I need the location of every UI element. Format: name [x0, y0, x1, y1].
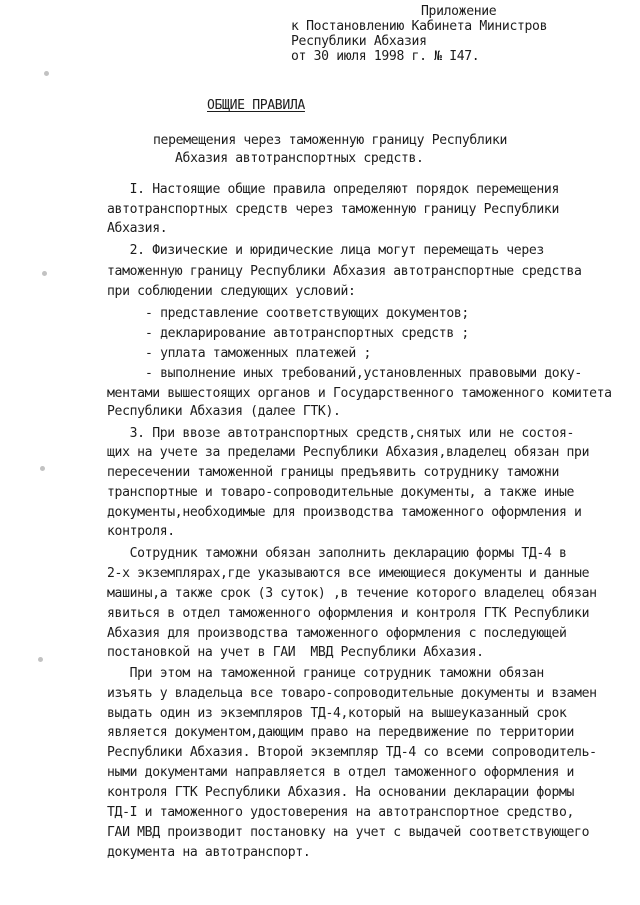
- body-line: Республики Абхазия. Второй экземпляр ТД-4 со всеми сопроводитель-: [107, 745, 597, 760]
- body-line: документа на автотранспорт.: [107, 845, 311, 860]
- body-line: 2. Физические и юридические лица могут перемещать через: [107, 243, 544, 258]
- body-line: ГАИ МВД производит постановку на учет с выдачей соответствующего: [107, 825, 590, 840]
- body-list-item: - декларирование автотранспортных средств ;: [145, 326, 469, 341]
- scan-speck: [40, 466, 45, 471]
- body-list-item: - выполнение иных требований,установленных правовыми доку-: [145, 366, 582, 381]
- body-line: является документом,дающим право на передвижение по территории: [107, 725, 575, 740]
- body-line: 2-х экземплярах,где указываются все имеющиеся документы и данные: [107, 566, 590, 581]
- body-list-item: - представление соответствующих документов;: [145, 306, 469, 321]
- appendix-label: Приложение: [421, 4, 497, 19]
- body-line: контроля ГТК Республики Абхазия. На основании декларации формы: [107, 785, 575, 800]
- scan-speck: [42, 271, 47, 276]
- body-line: Сотрудник таможни обязан заполнить декларацию формы ТД-4 в: [107, 546, 567, 561]
- body-line: постановкой на учет в ГАИ МВД Республики Абхазия.: [107, 645, 484, 660]
- body-line: явиться в отдел таможенного оформления и контроля ГТК Республики: [107, 606, 590, 621]
- body-line: документы,необходимые для производства таможенного оформления и: [107, 505, 582, 520]
- body-line: ными документами направляется в отдел таможенного оформления и: [107, 765, 575, 780]
- body-line: выдать один из экземпляров ТД-4,который на вышеуказанный срок: [107, 706, 567, 721]
- body-line: При этом на таможенной границе сотрудник таможни обязан: [107, 666, 544, 681]
- scan-speck: [38, 657, 43, 662]
- body-line: изъять у владельца все товаро-сопроводительные документы и взамен: [107, 686, 597, 701]
- appendix-resolution: к Постановлению Кабинета Министров: [291, 19, 548, 34]
- body-line: автотранспортных средств через таможенную границу Республики: [107, 202, 559, 217]
- body-line: пересечении таможенной границы предъявить сотруднику таможни: [107, 465, 559, 480]
- body-line: ТД-I и таможенного удостоверения на автотранспортное средство,: [107, 805, 575, 820]
- body-line: таможенную границу Республики Абхазия автотранспортные средства: [107, 264, 582, 279]
- body-line: транспортные и товаро-сопроводительные документы, а также иные: [107, 485, 575, 500]
- body-line: контроля.: [107, 524, 175, 539]
- body-line: при соблюдении следующих условий:: [107, 284, 356, 299]
- body-line: Абхазия для производства таможенного оформления с последующей: [107, 626, 567, 641]
- body-line: Республики Абхазия (далее ГТК).: [107, 404, 341, 419]
- body-line: 3. При ввозе автотранспортных средств,снятых или не состоя-: [107, 426, 575, 441]
- body-line: ментами вышестоящих органов и Государственного таможенного комитета: [107, 386, 612, 401]
- document-title: ОБЩИЕ ПРАВИЛА: [207, 98, 305, 113]
- scan-speck: [44, 71, 49, 76]
- body-list-item: - уплата таможенных платежей ;: [145, 346, 371, 361]
- appendix-date-number: от 30 июля 1998 г. № I47.: [291, 49, 480, 64]
- body-line: щих на учете за пределами Республики Абхазия,владелец обязан при: [107, 445, 590, 460]
- document-subtitle-line-2: Абхазия автотранспортных средств.: [175, 151, 424, 166]
- document-subtitle-line-1: перемещения через таможенную границу Республики: [153, 133, 508, 148]
- body-line: машины,а также срок (3 суток) ,в течение которого владелец обязан: [107, 586, 597, 601]
- body-line: I. Настоящие общие правила определяют порядок перемещения: [107, 182, 559, 197]
- appendix-republic: Республики Абхазия: [291, 34, 427, 49]
- body-line: Абхазия.: [107, 221, 168, 236]
